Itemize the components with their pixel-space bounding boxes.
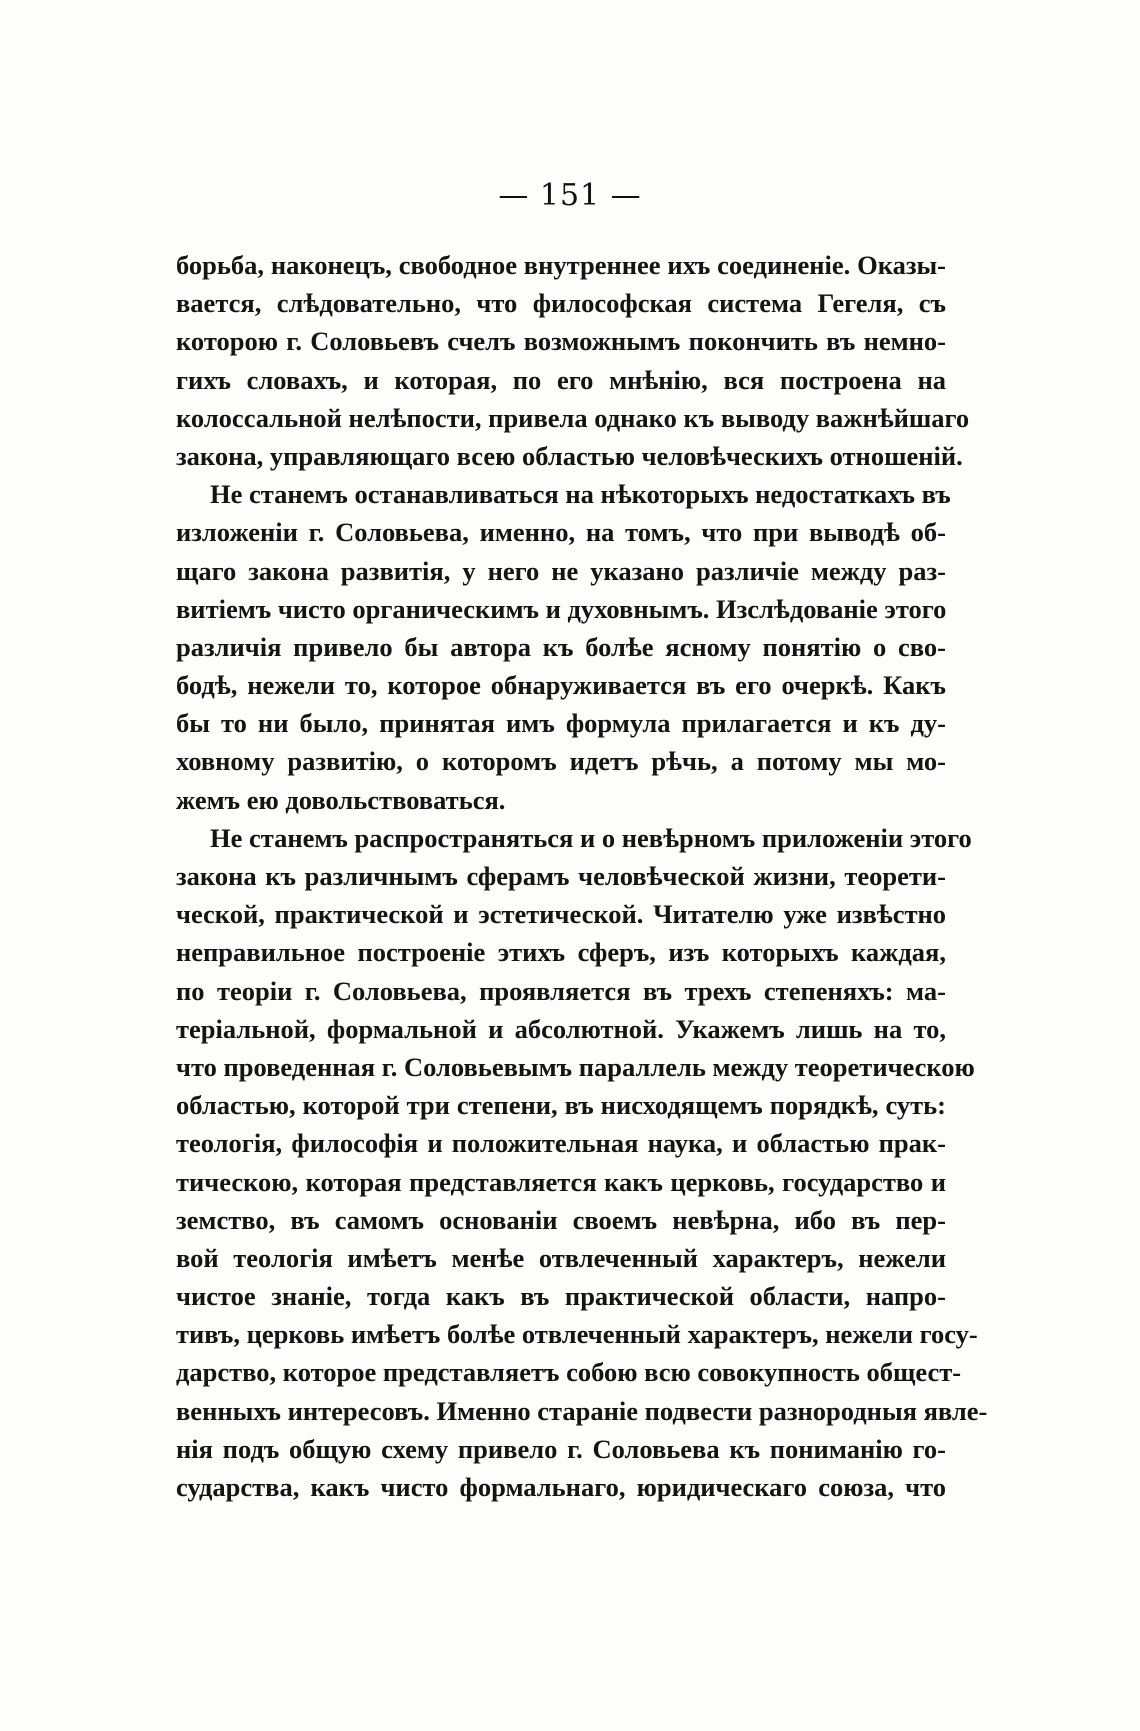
text-line: ческой, практической и эстетической. Читателю уже извѣстно (176, 899, 946, 930)
body-text (176, 246, 988, 1506)
text-line: дарство, которое представляетъ собою всю совокупность общест- (176, 1357, 962, 1388)
text-line: теологія, философія и положительная наука, и областью прак- (176, 1128, 946, 1159)
text-line: щаго закона развитія, у него не указано различіе между раз- (176, 555, 946, 586)
text-line: чистое знаніе, тогда какъ въ практической области, напро- (176, 1281, 946, 1312)
text-line: ховному развитію, о которомъ идетъ рѣчь, а потому мы мо- (176, 746, 946, 777)
paragraph (176, 819, 988, 1506)
text-line: Не станемъ останавливаться на нѣкоторыхъ недостаткахъ въ (210, 479, 951, 510)
text-line: бы то ни было, принятая имъ формула прилагается и къ ду- (176, 708, 946, 739)
text-line: вой теологія имѣетъ менѣе отвлеченный характеръ, нежели (176, 1242, 946, 1273)
text-line: по теоріи г. Соловьева, проявляется въ трехъ степеняхъ: ма- (176, 975, 946, 1006)
text-line: тическою, которая представляется какъ церковь, государство и (176, 1166, 946, 1197)
text-line: изложеніи г. Соловьева, именно, на томъ, что при выводѣ об- (176, 517, 946, 548)
text-line: бодѣ, нежели то, которое обнаруживается въ его очеркѣ. Какъ (176, 670, 946, 701)
text-line: венныхъ интересовъ. Именно стараніе подвести разнородныя явле- (176, 1395, 988, 1426)
text-line: борьба, наконецъ, свободное внутреннее ихъ соединеніе. Оказы- (176, 250, 946, 280)
text-line: тивъ, церковь имѣетъ болѣе отвлеченный характеръ, нежели госу- (176, 1319, 978, 1350)
text-line: витіемъ чисто органическимъ и духовнымъ. Изслѣдованіе этого (176, 593, 947, 624)
text-line: вается, слѣдовательно, что философская система Гегеля, съ (176, 288, 946, 319)
text-line: областью, которой три степени, въ нисходящемъ порядкѣ, суть: (176, 1090, 946, 1121)
text-line: закона къ различнымъ сферамъ человѣческой жизни, теорети- (176, 861, 946, 891)
text-line: земство, въ самомъ основаніи своемъ невѣрна, ибо въ пер- (176, 1204, 946, 1235)
text-line: сударства, какъ чисто формальнаго, юридическаго союза, что (176, 1472, 946, 1502)
text-line: колоссальной нелѣпости, привела однако къ выводу важнѣйшаго (176, 402, 970, 433)
text-line: нія подъ общую схему привело г. Соловьева къ пониманію го- (176, 1433, 946, 1464)
text-line: что проведенная г. Соловьевымъ параллель между теоретическою (176, 1051, 975, 1082)
text-line: жемъ ею довольствоваться. (176, 784, 506, 815)
page-number: — 151 — (498, 178, 642, 213)
text-line: теріальной, формальной и абсолютной. Укажемъ лишь на то, (176, 1013, 946, 1044)
text-line: закона, управляющаго всею областью человѣческихъ отношеній. (176, 440, 963, 471)
text-line: которою г. Соловьевъ счелъ возможнымъ покончить въ немно- (176, 326, 946, 357)
text-line: различія привело бы автора къ болѣе ясному понятію о сво- (176, 631, 946, 662)
paragraph (176, 246, 970, 475)
text-line: гихъ словахъ, и которая, по его мнѣнію, вся построена на (176, 364, 946, 395)
paragraph (176, 475, 951, 819)
text-line: Не станемъ распространяться и о невѣрномъ приложеніи этого (210, 822, 972, 853)
text-line: неправильное построеніе этихъ сферъ, изъ которыхъ каждая, (176, 937, 946, 968)
